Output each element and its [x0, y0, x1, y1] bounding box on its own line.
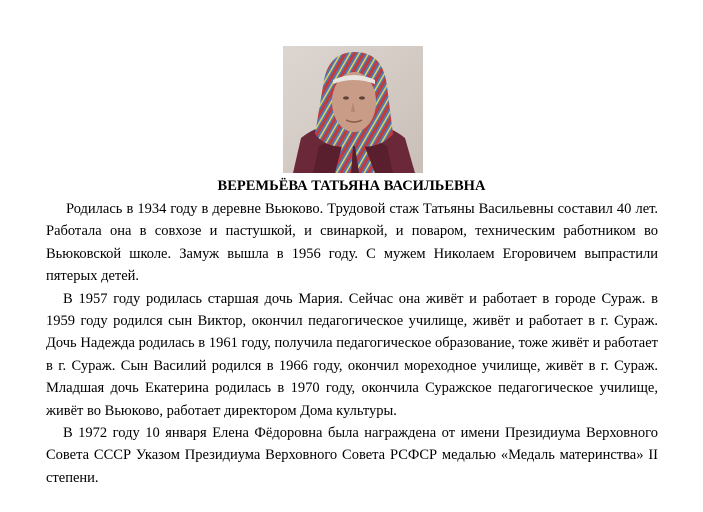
paragraph-2: В 1957 году родилась старшая дочь Мария. Сейчас она живёт и работает в городе Сураж. в 1959 году родился сын Виктор, окончил педагогическое училище, живёт и работает в г. Сураж. Дочь Надежда родилась в 1961 году, получила педагогическое образование, тоже живёт и работает в г. Сураж. Сын Василий родился в 1966 году, окончил мореходное училище, живёт в г. Сураж. Младшая дочь Екатерина родилась в 1970 году, окончила Суражское педагогическое училище, живёт во Вьюково, работает директором Дома культуры.: [46, 290, 658, 419]
portrait-image: [283, 46, 423, 173]
paragraph-1: Родилась в 1934 году в деревне Вьюково. Трудовой стаж Татьяны Васильевны составил 40 лет. Работала она в совхозе и пастушкой, и свинаркой, и поваром, техническим работником во Вьюковской школе. Замуж вышла в 1956 году. С мужем Николаем Егоровичем выпрастили пятерых детей.: [46, 201, 658, 285]
portrait-photo: [283, 46, 423, 173]
document-title: ВЕРЕМЬЁВА ТАТЬЯНА ВАСИЛЬЕВНА: [217, 178, 486, 194]
document-body: [46, 198, 658, 489]
paragraph-3: В 1972 году 10 января Елена Фёдоровна была награждена от имени Президиума Верховного Совета СССР Указом Президиума Верховного Совета РСФСР медалью «Медаль материнства» II степени.: [46, 425, 658, 486]
